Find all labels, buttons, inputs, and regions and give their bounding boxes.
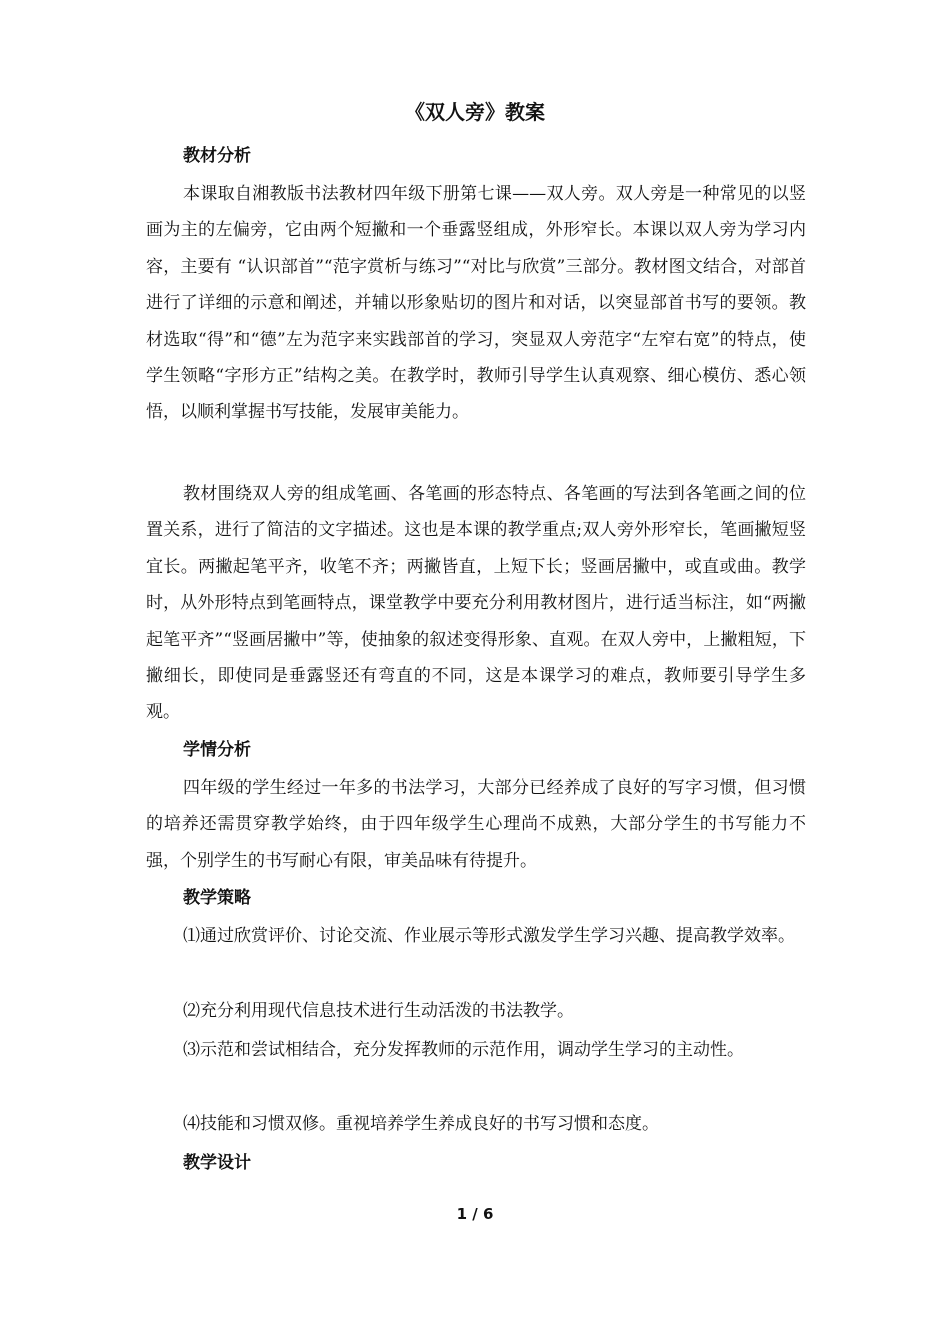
paragraph: 四年级的学生经过一年多的书法学习，大部分已经养成了良好的写字习惯，但习惯的培养还需贯穿教学始终，由于四年级学生心理尚不成熟，大部分学生的书写能力不强，个别学生的书写耐心有限，审美品味有待提升。 <box>146 778 806 871</box>
section-heading: 教材分析 <box>183 146 251 166</box>
list-item: ⑷技能和习惯双修。重视培养学生养成良好的书写习惯和态度。 <box>183 1114 659 1134</box>
list-item: ⑵充分利用现代信息技术进行生动活泼的书法教学。 <box>183 1001 574 1021</box>
section-heading: 教学设计 <box>183 1153 251 1173</box>
section-heading: 教学策略 <box>183 888 251 908</box>
list-item: ⑶示范和尝试相结合，充分发挥教师的示范作用，调动学生学习的主动性。 <box>183 1040 744 1060</box>
document-title: 《双人旁》教案 <box>405 100 545 124</box>
section-heading: 学情分析 <box>183 740 251 760</box>
list-item: ⑴通过欣赏评价、讨论交流、作业展示等形式激发学生学习兴趣、提高教学效率。 <box>183 926 795 946</box>
paragraph: 教材围绕双人旁的组成笔画、各笔画的形态特点、各笔画的写法到各笔画之间的位置关系，进行了简洁的文字描述。这也是本课的教学重点;双人旁外形窄长，笔画撇短竖宜长。两撇起笔平齐，收笔不齐；两撇皆直，上短下长；竖画居撇中，或直或曲。教学时，从外形特点到笔画特点，课堂教学中要充分利用教材图片，进行适当标注，如“两撇起笔平齐”“竖画居撇中”等，使抽象的叙述变得形象、直观。在双人旁中，上撇粗短，下撇细长，即使同是垂露竖还有弯直的不同，这是本课学习的难点，教师要引导学生多观。 <box>146 484 806 723</box>
paragraph: 本课取自湘教版书法教材四年级下册第七课——双人旁。双人旁是一种常见的以竖画为主的左偏旁，它由两个短撇和一个垂露竖组成，外形窄长。本课以双人旁为学习内容，主要有 “认识部首”“范字赏析与练习”“对比与欣赏”三部分。教材图文结合，对部首进行了详细的示意和阐述，并辅以形象贴切的图片和对话，以突显部首书写的要领。教材选取“得”和“德”左为范字来实践部首的学习，突显双人旁范字“左窄右宽”的特点，使学生领略“字形方正”结构之美。在教学时，教师引导学生认真观察、细心模仿、悉心领悟，以顺利掌握书写技能，发展审美能力。 <box>146 184 806 423</box>
page-number: 1 / 6 <box>456 1205 494 1223</box>
